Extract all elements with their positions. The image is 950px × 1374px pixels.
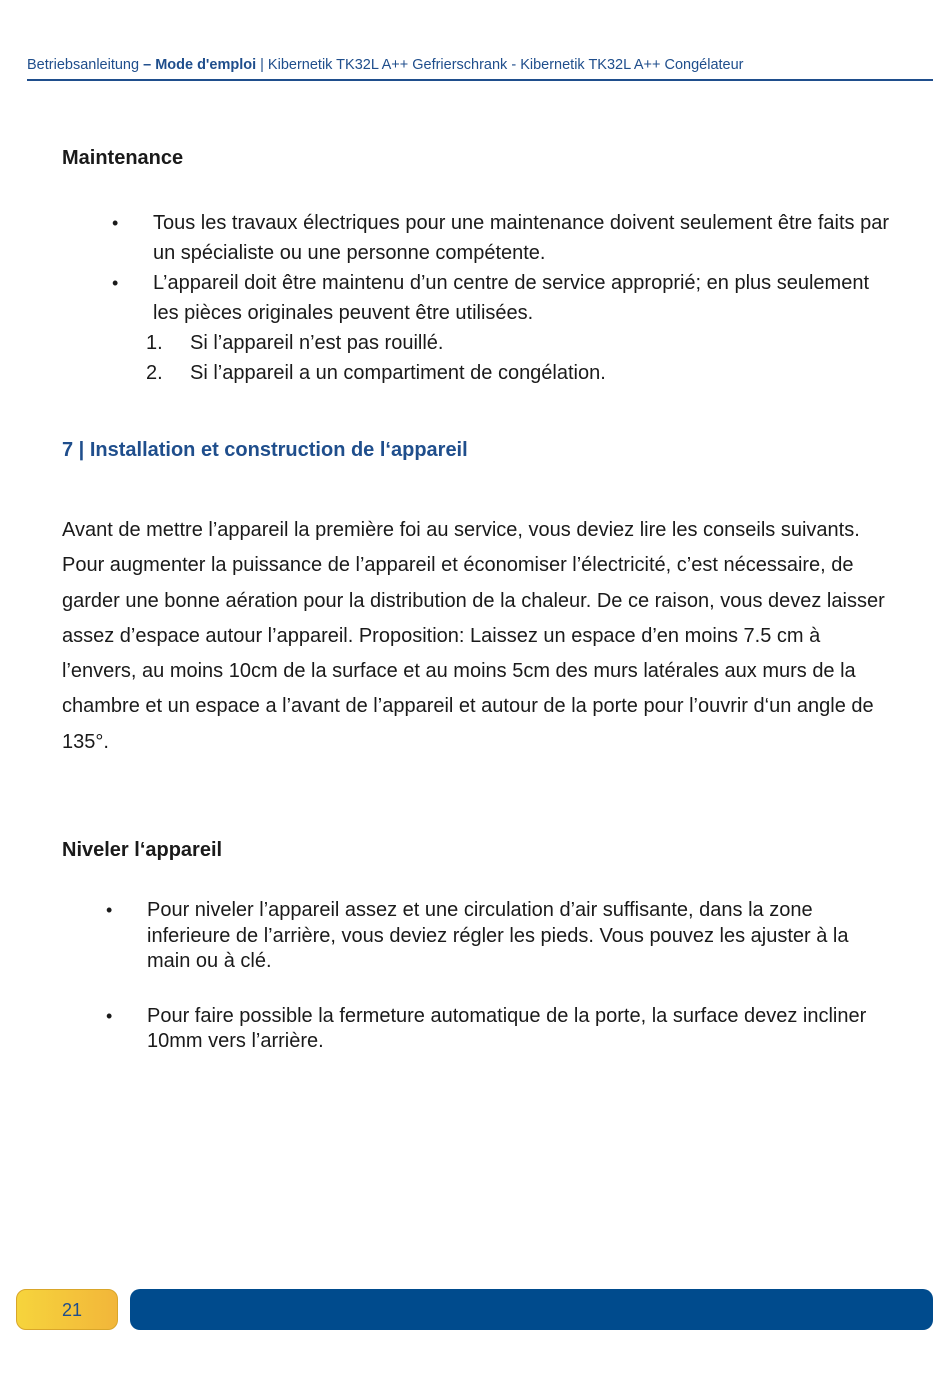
maintenance-list — [62, 208, 892, 388]
list-item-text: Pour faire possible la fermeture automatique de la porte, la surface devez incliner 10mm vers l’arrière. — [147, 1004, 867, 1052]
header-part-1: Betriebsanleitung — [27, 57, 140, 73]
bullet-icon: • — [112, 273, 119, 293]
footer-bar — [130, 1289, 933, 1330]
list-item-text: Tous les travaux électriques pour une maintenance doivent seulement être faits par un spécialiste ou une personne compétente. — [153, 212, 889, 264]
bullet-icon: • — [112, 213, 119, 233]
header-part-2: Mode d'emploi — [155, 57, 257, 73]
bullet-icon: • — [106, 1005, 113, 1026]
header-part-3: | Kibernetik TK32L A++ Gefrierschrank - Kibernetik TK32L A++ Congélateur — [256, 57, 744, 73]
list-item-text: Pour niveler l’appareil assez et une circulation d’air suffisante, dans la zone inferieure de l’arrière, vous deviez régler les pieds. Vous pouvez les ajuster à la main ou à clé. — [147, 899, 849, 972]
item-number: 1. — [146, 332, 163, 354]
page-number-badge — [16, 1289, 118, 1330]
numbered-item — [62, 358, 892, 388]
page-number: 21 — [62, 1300, 83, 1320]
numbered-item — [62, 328, 892, 358]
list-item-text: L’appareil doit être maintenu d’un centre de service approprié; en plus seulement les pièces originales peuvent être utilisées. — [153, 272, 869, 324]
header-sep: – — [139, 57, 156, 73]
list-item — [62, 268, 892, 328]
maintenance-heading: Maintenance — [62, 147, 184, 169]
leveling-heading: Niveler l‘appareil — [62, 839, 223, 861]
list-item — [62, 898, 872, 975]
header-rule — [27, 79, 933, 81]
list-item — [62, 1004, 872, 1055]
numbered-item-text: Si l’appareil n’est pas rouillé. — [190, 332, 444, 354]
bullet-icon: • — [106, 900, 113, 920]
numbered-item-text: Si l’appareil a un compartiment de congélation. — [190, 362, 606, 384]
item-number: 2. — [146, 362, 163, 384]
list-item — [62, 208, 892, 268]
section-heading-installation: 7 | Installation et construction de l‘appareil — [62, 439, 468, 461]
running-header — [27, 57, 933, 73]
leveling-list — [62, 898, 872, 1084]
installation-paragraph: Avant de mettre l’appareil la première foi au service, vous deviez lire les conseils suivants. Pour augmenter la puissance de l’appareil et économiser l’électricité, c’est nécessaire, de garder une bonne aération pour la distribution de la chaleur. De ce raison, vous devez laisser assez d’espace autour l’appareil. Proposition: Laissez un espace d’en moins 7.5 cm à l’envers, au moins 10cm de la surface et au moins 5cm des murs latérales aux murs de la chambre et un espace a l’avant de l’appareil et autour de la porte pour l’ouvrir d‘un angle de 135°. — [62, 519, 885, 753]
